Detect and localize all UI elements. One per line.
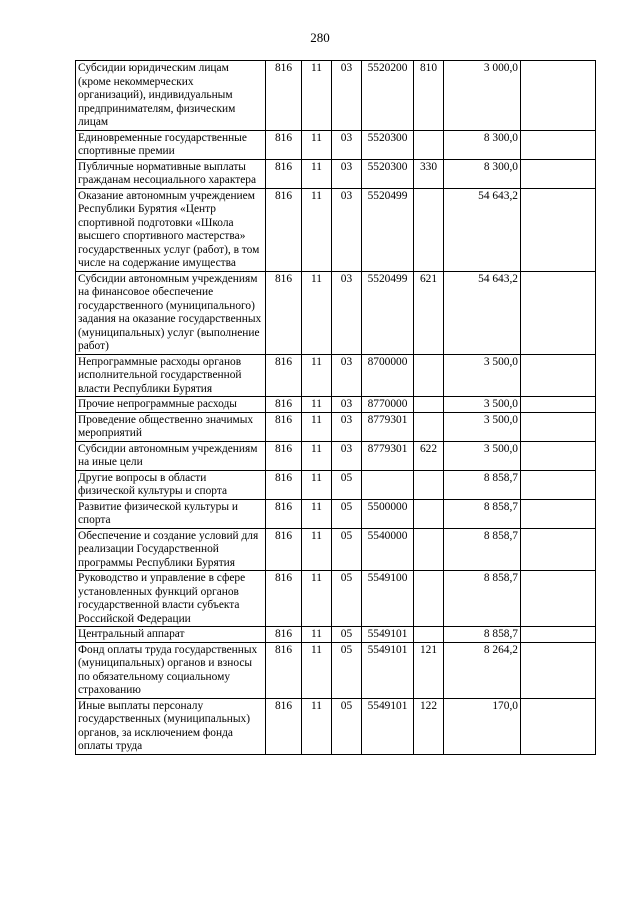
table-row: [76, 528, 596, 571]
extra-cell: [521, 159, 596, 188]
page-number: 280: [310, 30, 330, 45]
target-article-cell: [362, 470, 414, 499]
section-code-cell: 11: [302, 159, 332, 188]
expense-type-cell: [414, 627, 444, 643]
extra-cell: [521, 499, 596, 528]
extra-cell: [521, 441, 596, 470]
amount-cell: 3 000,0: [444, 61, 521, 131]
target-article-cell: 5500000: [362, 499, 414, 528]
subsection-code-cell: 03: [332, 397, 362, 413]
target-article-cell: 5520200: [362, 61, 414, 131]
table-row: [76, 642, 596, 698]
amount-cell: 54 643,2: [444, 271, 521, 354]
table-row: [76, 441, 596, 470]
row-name-cell: Субсидии юридическим лицам (кроме некоммерческих организаций), индивидуальным предпринимателям, физическим лицам: [76, 61, 266, 131]
ministry-code-cell: 816: [266, 441, 302, 470]
amount-cell: 3 500,0: [444, 412, 521, 441]
expense-type-cell: 122: [414, 698, 444, 754]
table-row: [76, 61, 596, 131]
table-row: [76, 698, 596, 754]
amount-cell: 3 500,0: [444, 441, 521, 470]
section-code-cell: 11: [302, 698, 332, 754]
extra-cell: [521, 470, 596, 499]
table-row: [76, 159, 596, 188]
section-code-cell: 11: [302, 397, 332, 413]
section-code-cell: 11: [302, 528, 332, 571]
ministry-code-cell: 816: [266, 528, 302, 571]
row-name-cell: Иные выплаты персоналу государственных (муниципальных) органов, за исключением фонда оплаты труда: [76, 698, 266, 754]
ministry-code-cell: 816: [266, 130, 302, 159]
amount-cell: 8 858,7: [444, 470, 521, 499]
subsection-code-cell: 03: [332, 188, 362, 271]
amount-cell: 8 264,2: [444, 642, 521, 698]
expense-type-cell: [414, 470, 444, 499]
row-name-cell: Руководство и управление в сфере установленных функций органов государственной власти субъекта Российской Федерации: [76, 571, 266, 627]
amount-cell: 170,0: [444, 698, 521, 754]
amount-cell: 8 858,7: [444, 627, 521, 643]
target-article-cell: 5549100: [362, 571, 414, 627]
target-article-cell: 5549101: [362, 698, 414, 754]
amount-cell: 8 300,0: [444, 130, 521, 159]
expense-type-cell: [414, 499, 444, 528]
ministry-code-cell: 816: [266, 412, 302, 441]
table-row: [76, 470, 596, 499]
expense-type-cell: 330: [414, 159, 444, 188]
expense-type-cell: 621: [414, 271, 444, 354]
section-code-cell: 11: [302, 571, 332, 627]
target-article-cell: 5520300: [362, 130, 414, 159]
row-name-cell: Субсидии автономным учреждениям на финансовое обеспечение государственного (муниципального) задания на оказание государственных (муниципальных) услуг (выполнение работ): [76, 271, 266, 354]
section-code-cell: 11: [302, 354, 332, 397]
extra-cell: [521, 61, 596, 131]
amount-cell: 3 500,0: [444, 397, 521, 413]
target-article-cell: 8779301: [362, 441, 414, 470]
target-article-cell: 5520499: [362, 188, 414, 271]
section-code-cell: 11: [302, 470, 332, 499]
subsection-code-cell: 03: [332, 354, 362, 397]
subsection-code-cell: 03: [332, 271, 362, 354]
extra-cell: [521, 397, 596, 413]
extra-cell: [521, 528, 596, 571]
subsection-code-cell: 03: [332, 130, 362, 159]
section-code-cell: 11: [302, 642, 332, 698]
row-name-cell: Единовременные государственные спортивные премии: [76, 130, 266, 159]
ministry-code-cell: 816: [266, 397, 302, 413]
amount-cell: 8 858,7: [444, 571, 521, 627]
table-row: [76, 397, 596, 413]
section-code-cell: 11: [302, 61, 332, 131]
subsection-code-cell: 05: [332, 642, 362, 698]
subsection-code-cell: 05: [332, 571, 362, 627]
row-name-cell: Развитие физической культуры и спорта: [76, 499, 266, 528]
row-name-cell: Фонд оплаты труда государственных (муниципальных) органов и взносы по обязательному социальному страхованию: [76, 642, 266, 698]
row-name-cell: Публичные нормативные выплаты гражданам несоциального характера: [76, 159, 266, 188]
ministry-code-cell: 816: [266, 159, 302, 188]
extra-cell: [521, 571, 596, 627]
table-row: [76, 571, 596, 627]
subsection-code-cell: 05: [332, 470, 362, 499]
section-code-cell: 11: [302, 188, 332, 271]
target-article-cell: 5549101: [362, 642, 414, 698]
extra-cell: [521, 130, 596, 159]
extra-cell: [521, 698, 596, 754]
row-name-cell: Оказание автономным учреждением Республики Бурятия «Центр спортивной подготовки «Школа высшего спортивного мастерства» государственных услуг (работ), в том числе на содержание имущества: [76, 188, 266, 271]
section-code-cell: 11: [302, 499, 332, 528]
ministry-code-cell: 816: [266, 698, 302, 754]
expense-type-cell: [414, 188, 444, 271]
expense-type-cell: [414, 130, 444, 159]
amount-cell: 8 300,0: [444, 159, 521, 188]
table-row: [76, 412, 596, 441]
row-name-cell: Обеспечение и создание условий для реализации Государственной программы Республики Бурятия: [76, 528, 266, 571]
amount-cell: 3 500,0: [444, 354, 521, 397]
table-row: [76, 271, 596, 354]
target-article-cell: 8770000: [362, 397, 414, 413]
row-name-cell: Проведение общественно значимых мероприятий: [76, 412, 266, 441]
expense-type-cell: 810: [414, 61, 444, 131]
amount-cell: 8 858,7: [444, 528, 521, 571]
budget-table: [75, 60, 596, 755]
table-row: [76, 130, 596, 159]
ministry-code-cell: 816: [266, 499, 302, 528]
table-row: [76, 188, 596, 271]
extra-cell: [521, 354, 596, 397]
table-row: [76, 627, 596, 643]
ministry-code-cell: 816: [266, 188, 302, 271]
ministry-code-cell: 816: [266, 271, 302, 354]
target-article-cell: 5540000: [362, 528, 414, 571]
ministry-code-cell: 816: [266, 627, 302, 643]
extra-cell: [521, 271, 596, 354]
ministry-code-cell: 816: [266, 571, 302, 627]
ministry-code-cell: 816: [266, 642, 302, 698]
table-row: [76, 354, 596, 397]
target-article-cell: 8700000: [362, 354, 414, 397]
ministry-code-cell: 816: [266, 470, 302, 499]
target-article-cell: 8779301: [362, 412, 414, 441]
ministry-code-cell: 816: [266, 61, 302, 131]
ministry-code-cell: 816: [266, 354, 302, 397]
table-row: [76, 499, 596, 528]
row-name-cell: Прочие непрограммные расходы: [76, 397, 266, 413]
expense-type-cell: [414, 354, 444, 397]
row-name-cell: Непрограммные расходы органов исполнительной государственной власти Республики Бурятия: [76, 354, 266, 397]
section-code-cell: 11: [302, 441, 332, 470]
subsection-code-cell: 05: [332, 499, 362, 528]
subsection-code-cell: 03: [332, 441, 362, 470]
subsection-code-cell: 03: [332, 159, 362, 188]
target-article-cell: 5520300: [362, 159, 414, 188]
extra-cell: [521, 412, 596, 441]
section-code-cell: 11: [302, 271, 332, 354]
subsection-code-cell: 03: [332, 412, 362, 441]
subsection-code-cell: 05: [332, 698, 362, 754]
row-name-cell: Субсидии автономным учреждениям на иные цели: [76, 441, 266, 470]
subsection-code-cell: 05: [332, 627, 362, 643]
section-code-cell: 11: [302, 130, 332, 159]
extra-cell: [521, 188, 596, 271]
expense-type-cell: [414, 412, 444, 441]
expense-type-cell: [414, 528, 444, 571]
row-name-cell: Центральный аппарат: [76, 627, 266, 643]
extra-cell: [521, 627, 596, 643]
expense-type-cell: 622: [414, 441, 444, 470]
amount-cell: 8 858,7: [444, 499, 521, 528]
amount-cell: 54 643,2: [444, 188, 521, 271]
subsection-code-cell: 05: [332, 528, 362, 571]
subsection-code-cell: 03: [332, 61, 362, 131]
extra-cell: [521, 642, 596, 698]
expense-type-cell: 121: [414, 642, 444, 698]
target-article-cell: 5549101: [362, 627, 414, 643]
section-code-cell: 11: [302, 627, 332, 643]
section-code-cell: 11: [302, 412, 332, 441]
expense-type-cell: [414, 397, 444, 413]
row-name-cell: Другие вопросы в области физической культуры и спорта: [76, 470, 266, 499]
expense-type-cell: [414, 571, 444, 627]
target-article-cell: 5520499: [362, 271, 414, 354]
